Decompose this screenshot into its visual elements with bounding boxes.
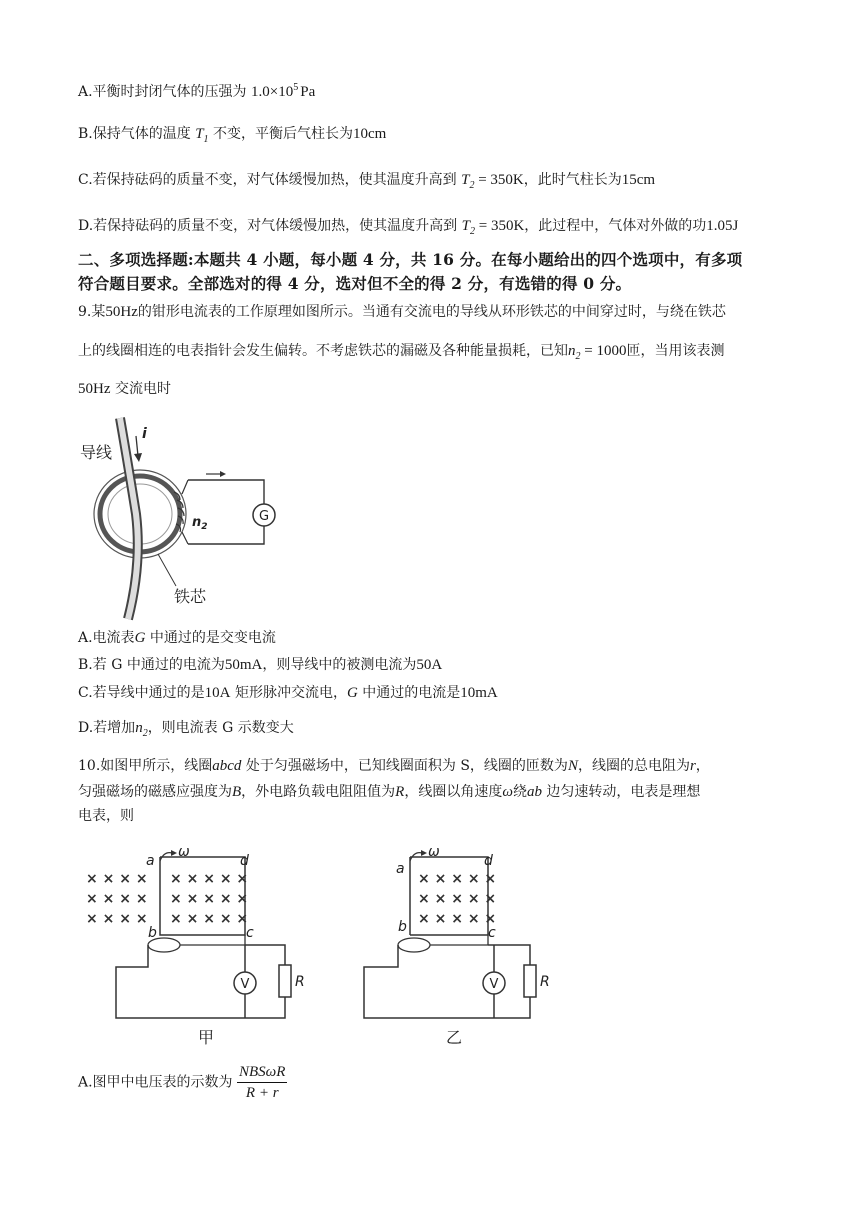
svg-text:R: R (540, 974, 550, 990)
option-b (78, 124, 386, 150)
wire-label: 导线 (80, 443, 113, 462)
current-label: i (142, 426, 147, 442)
fraction-denominator: R + r (245, 1085, 279, 1101)
svg-text:× × × × ×: × × × × × (170, 911, 249, 927)
svg-text:a: a (396, 861, 405, 877)
option-c-suffix: ，此时气柱长为 (523, 172, 622, 188)
q10-option-a: A.图甲中电压表的示数为 $\frac{\text{NBSωR}}{R + r}$ (78, 1064, 286, 1101)
q10-line-1: 10.如图甲所示，线圈abcd 处于匀强磁场中，已知线圈面积为 S，线圈的匝数为N，线圈的总电阻为r， (78, 758, 710, 774)
svg-text:ω: ω (178, 844, 190, 860)
q9-line-1: 9.某50Hz的钳形电流表的工作原理如图所示。当通有交流电的导线从环形铁芯的中间穿过时，与绕在铁芯 (78, 304, 726, 320)
svg-text:× × × ×: × × × × (86, 871, 148, 887)
figure-jia (80, 843, 310, 1048)
figure-yi (360, 843, 560, 1048)
svg-text:b: b (148, 925, 157, 941)
svg-text:× × × ×: × × × × (86, 891, 148, 907)
option-b-value: 10cm (353, 126, 387, 142)
option-d-text: D.若保持砝码的质量不变，对气体缓慢加热，使其温度升高到 (78, 218, 458, 234)
option-c-text: C.若保持砝码的质量不变，对气体缓慢加热，使其温度升高到 (78, 172, 457, 188)
svg-text:V: V (240, 977, 250, 992)
galvanometer-label: G (258, 509, 270, 524)
q9-line-3: 50Hz 交流电时 (78, 381, 171, 397)
svg-text:× × × × ×: × × × × × (418, 911, 497, 927)
option-b-text: B.保持气体的温度 (78, 126, 191, 142)
q9-option-d: D.若增加$n_2$，则电流表 G 示数变大 (78, 720, 294, 739)
option-b-var: $T_1$ (195, 126, 209, 145)
option-d-value: 1.05J (706, 218, 739, 234)
svg-text:× × × × ×: × × × × × (418, 871, 497, 887)
caption-yi: 乙 (446, 1028, 463, 1047)
q9-option-c: C.若导线中通过的是10A 矩形脉冲交流电，G 中通过的电流是10mA (78, 685, 498, 701)
option-c-value: 15cm (621, 172, 656, 188)
option-a-value: $1.0\times 10^5$ Pa (251, 82, 316, 100)
clamp-meter-figure (78, 404, 288, 622)
q10-line-2: 匀强磁场的磁感应强度为B，外电路负载电阻阻值为R，线圈以角速度ω绕ab 边匀速转动，电表是理想 (78, 784, 701, 800)
option-c (78, 170, 655, 196)
svg-text:V: V (489, 977, 499, 992)
svg-text:d: d (484, 853, 493, 869)
option-a-text: A.平衡时封闭气体的压强为 (78, 84, 247, 100)
svg-text:× × × × ×: × × × × × (170, 871, 249, 887)
option-d-var: $T_2$ (461, 218, 475, 237)
svg-text:× × × × ×: × × × × × (170, 891, 249, 907)
section-heading-1: 二、多项选择题:本题共 4 小题，每小题 4 分，共 16 分。在每小题给出的四个选项中，有多项 (78, 250, 743, 269)
svg-text:b: b (398, 919, 407, 935)
svg-text:c: c (246, 925, 254, 941)
svg-text:a: a (146, 853, 155, 869)
svg-text:× × × × ×: × × × × × (418, 891, 497, 907)
section-heading-2: 符合题目要求。全部选对的得 4 分，选对但不全的得 2 分，有选错的得 0 分。 (78, 274, 632, 293)
q10-line-3: 电表，则 (78, 808, 134, 824)
option-d (78, 216, 738, 242)
option-d-suffix: ，此过程中，气体对外做的功 (524, 218, 707, 234)
option-c-var: $T_2$ (461, 172, 475, 191)
svg-text:d: d (240, 853, 249, 869)
fraction (237, 1062, 287, 1103)
option-d-eq: = 350K (474, 218, 525, 234)
coil-label: $n_2$ (192, 515, 208, 532)
option-a (78, 78, 315, 102)
q9-option-b: B.若 G 中通过的电流为50mA，则导线中的被测电流为50A (78, 657, 443, 673)
fraction-numerator: NBSωR (237, 1062, 287, 1083)
svg-text:R: R (295, 974, 305, 990)
svg-text:× × × ×: × × × × (86, 911, 148, 927)
option-b-suffix: 不变，平衡后气柱长为 (213, 126, 353, 142)
q9-option-a: A.电流表G 中通过的是交变电流 (78, 630, 276, 646)
caption-jia: 甲 (198, 1028, 215, 1047)
option-c-eq: = 350K (474, 172, 524, 188)
svg-text:c: c (488, 925, 496, 941)
core-label: 铁芯 (174, 587, 207, 606)
svg-text:ω: ω (428, 844, 440, 860)
q9-line-2: 上的线圈相连的电表指针会发生偏转。不考虑铁芯的漏磁及各种能量损耗，已知$n_2 = 1000$匝，当用该表测 (78, 343, 725, 362)
